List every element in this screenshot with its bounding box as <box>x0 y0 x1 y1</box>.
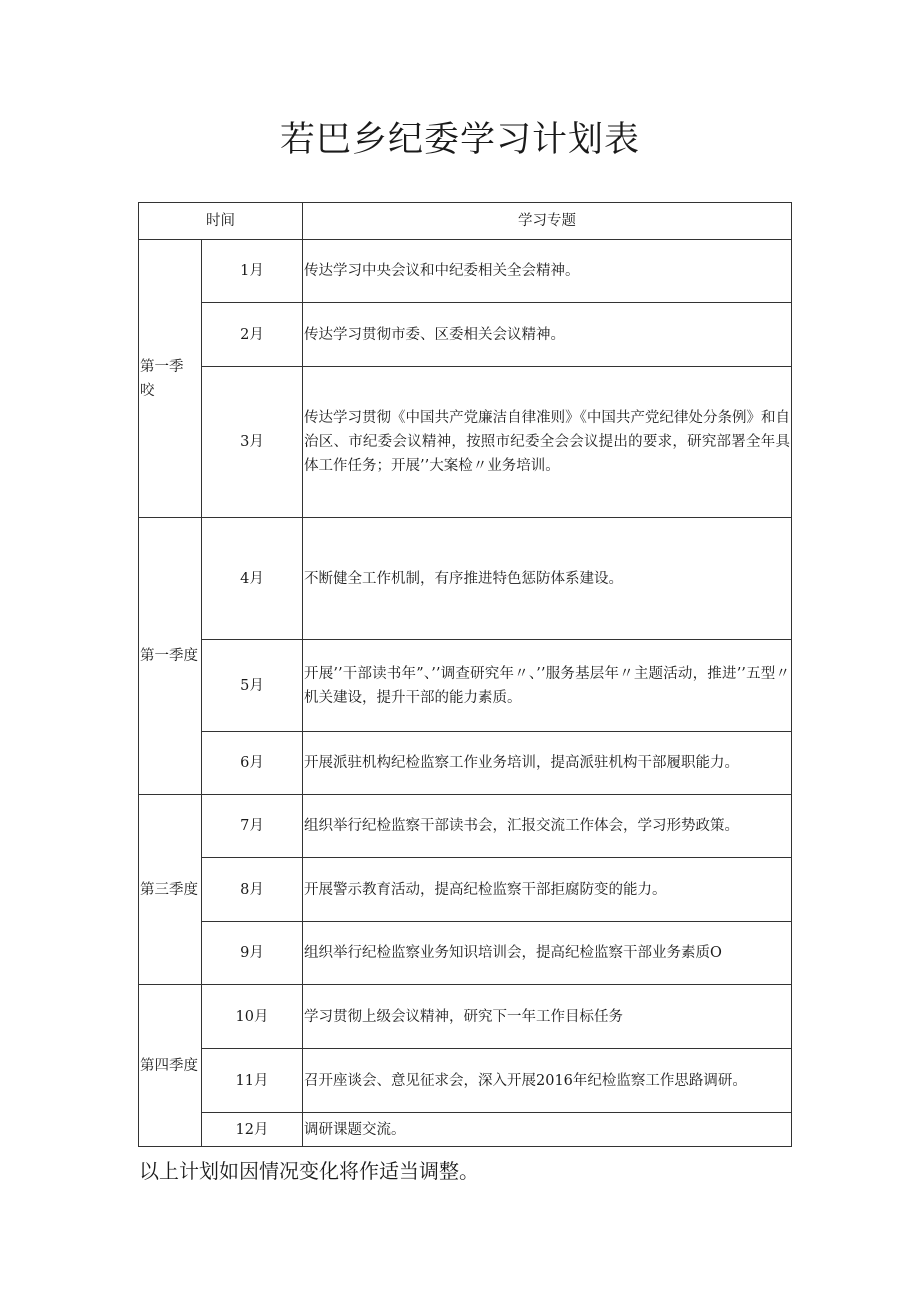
header-time: 时间 <box>139 203 303 240</box>
topic-cell: 组织举行纪检监察干部读书会，汇报交流工作体会，学习形势政策。 <box>303 795 792 858</box>
table-row <box>139 1049 792 1113</box>
study-plan-table <box>138 202 792 1147</box>
topic-cell: 不断健全工作机制，有序推进特色惩防体系建设。 <box>303 518 792 640</box>
topic-cell: 传达学习贯彻《中国共产党廉洁自律准则》《中国共产党纪律处分条例》和自治区、市纪委会议精神，按照市纪委全会会议提出的要求，研究部署全年具体工作任务；开展’’大案检〃业务培训。 <box>303 367 792 518</box>
table-row <box>139 985 792 1049</box>
month-cell: 10月 <box>202 985 303 1049</box>
table-row <box>139 303 792 367</box>
topic-cell: 组织举行纪检监察业务知识培训会，提高纪检监察干部业务素质O <box>303 922 792 985</box>
table-row <box>139 732 792 795</box>
month-cell: 2月 <box>202 303 303 367</box>
month-cell: 4月 <box>202 518 303 640</box>
table-row <box>139 518 792 640</box>
month-cell: 5月 <box>202 640 303 732</box>
quarter-label-2: 第一季度 <box>139 518 202 795</box>
month-cell: 12月 <box>202 1113 303 1147</box>
table-row <box>139 367 792 518</box>
month-cell: 9月 <box>202 922 303 985</box>
quarter-label-1-line2: 咬 <box>140 382 155 399</box>
month-cell: 8月 <box>202 858 303 922</box>
topic-cell: 调研课题交流。 <box>303 1113 792 1147</box>
quarter-label-1-line1: 第一季 <box>140 358 184 375</box>
month-cell: 6月 <box>202 732 303 795</box>
quarter-label-1 <box>139 240 202 518</box>
topic-cell: 传达学习贯彻市委、区委相关会议精神。 <box>303 303 792 367</box>
table-row <box>139 858 792 922</box>
topic-cell: 开展’’干部读书年”、’’调查研究年〃、’’服务基层年〃主题活动，推进’’五型〃机关建设，提升干部的能力素质。 <box>303 640 792 732</box>
table-row <box>139 922 792 985</box>
page-title: 若巴乡纪委学习计划表 <box>279 120 640 160</box>
topic-cell: 传达学习中央会议和中纪委相关全会精神。 <box>303 240 792 303</box>
table-row <box>139 795 792 858</box>
topic-cell: 开展派驻机构纪检监察工作业务培训，提高派驻机构干部履职能力。 <box>303 732 792 795</box>
quarter-label-3: 第三季度 <box>139 795 202 985</box>
header-topic: 学习专题 <box>303 203 792 240</box>
table-row <box>139 640 792 732</box>
topic-cell: 学习贯彻上级会议精神，研究下一年工作目标任务 <box>303 985 792 1049</box>
month-cell: 3月 <box>202 367 303 518</box>
month-cell: 7月 <box>202 795 303 858</box>
table-row <box>139 1113 792 1147</box>
month-cell: 1月 <box>202 240 303 303</box>
topic-cell: 召开座谈会、意见征求会，深入开展2016年纪检监察工作思路调研。 <box>303 1049 792 1113</box>
table-row <box>139 240 792 303</box>
table-header-row <box>139 203 792 240</box>
month-cell: 11月 <box>202 1049 303 1113</box>
footer-note: 以上计划如因情况变化将作适当调整。 <box>139 1159 479 1183</box>
quarter-label-4: 第四季度 <box>139 985 202 1147</box>
topic-cell: 开展警示教育活动，提高纪检监察干部拒腐防变的能力。 <box>303 858 792 922</box>
